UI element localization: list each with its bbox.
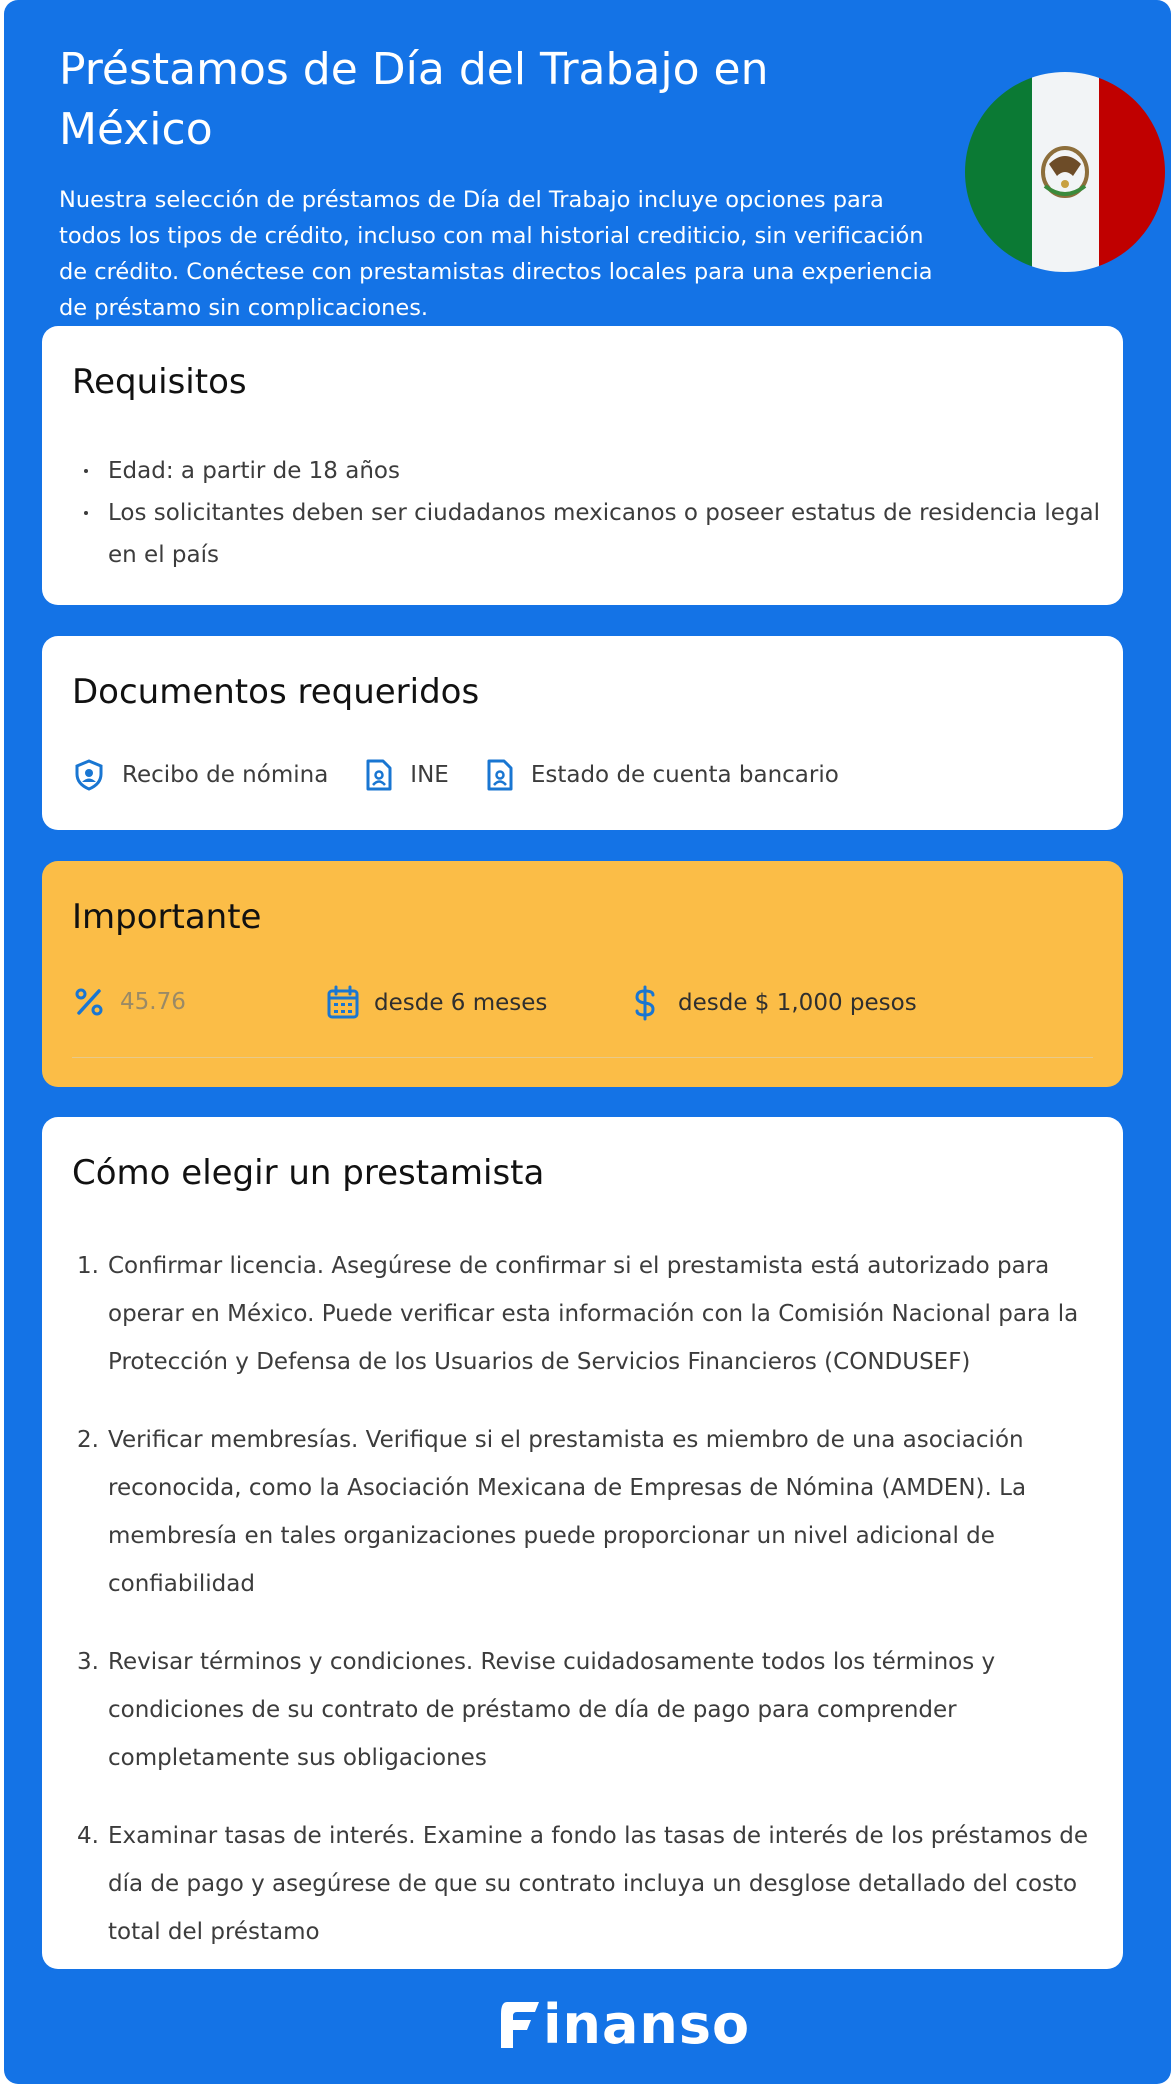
step-text: Revisar términos y condiciones. Revise cuidadosamente todos los términos y condiciones de su contrato de préstamo de día de pago para comprender completamente sus obligaciones (108, 1649, 996, 1771)
shield-user-icon (72, 758, 106, 792)
documents-card (42, 636, 1123, 830)
step-number: 3. (77, 1649, 99, 1675)
finanso-f-logo-icon (497, 2000, 541, 2050)
list-item (72, 1242, 1102, 1386)
page-title: Préstamos de Día del Trabajo en México (59, 44, 769, 155)
page-frame (4, 0, 1171, 2084)
document-item (485, 758, 839, 792)
important-title: Importante (72, 897, 262, 937)
finanso-logo (497, 1995, 750, 2055)
documents-title: Documentos requeridos (72, 672, 480, 712)
term-item (326, 985, 547, 1021)
list-item: Edad: a partir de 18 años (72, 450, 1102, 492)
document-label: INE (410, 762, 449, 788)
id-document-icon (364, 758, 394, 792)
divider (72, 1057, 1093, 1058)
requirements-card (42, 326, 1123, 605)
amount-value: desde $ 1,000 pesos (678, 990, 917, 1016)
list-item: Los solicitantes deben ser ciudadanos mexicanos o poseer estatus de residencia legal en el país (72, 492, 1102, 576)
step-number: 4. (77, 1823, 99, 1849)
document-item (364, 758, 449, 792)
hero-description: Nuestra selección de préstamos de Día del Trabajo incluye opciones para todos los tipos de crédito, incluso con mal historial crediticio, sin verificación de crédito. Conéctese con prestamistas directos locales para una experiencia de préstamo sin complicaciones. (59, 187, 933, 321)
requirements-title: Requisitos (72, 362, 247, 402)
document-label: Estado de cuenta bancario (530, 762, 839, 788)
term-value: desde 6 meses (374, 990, 548, 1016)
percent-icon (72, 985, 106, 1019)
calendar-icon (326, 985, 360, 1021)
step-text: Examinar tasas de interés. Examine a fondo las tasas de interés de los préstamos de día de pago y asegúrese de que su contrato incluya un desglose detallado del costo total del préstamo (108, 1823, 1089, 1945)
logo-text: inanso (543, 1993, 751, 2056)
mexico-flag-icon (965, 72, 1165, 272)
choose-lender-card (42, 1117, 1123, 1969)
requirements-list (72, 450, 1102, 576)
choose-lender-title: Cómo elegir un prestamista (72, 1153, 545, 1193)
dollar-icon (632, 985, 658, 1021)
documents-row (72, 758, 875, 792)
steps-list (72, 1242, 1102, 1986)
important-card (42, 861, 1123, 1087)
rate-value: 45.76 (120, 989, 186, 1015)
step-number: 2. (77, 1427, 99, 1453)
id-document-icon (485, 758, 515, 792)
step-number: 1. (77, 1253, 99, 1279)
list-item (72, 1812, 1102, 1956)
step-text: Confirmar licencia. Asegúrese de confirmar si el prestamista está autorizado para operar en México. Puede verificar esta información con la Comisión Nacional para la Protección y Defensa de los Usuarios de Servicios Financieros (CONDUSEF) (108, 1253, 1079, 1375)
list-item (72, 1416, 1102, 1608)
step-text: Verificar membresías. Verifique si el prestamista es miembro de una asociación reconocida, como la Asociación Mexicana de Empresas de Nómina (AMDEN). La membresía en tales organizaciones puede proporcionar un nivel adicional de confiabilidad (108, 1427, 1027, 1597)
list-item (72, 1638, 1102, 1782)
document-label: Recibo de nómina (122, 762, 329, 788)
rate-item (72, 985, 186, 1019)
amount-item (632, 985, 917, 1021)
document-item (72, 758, 328, 792)
